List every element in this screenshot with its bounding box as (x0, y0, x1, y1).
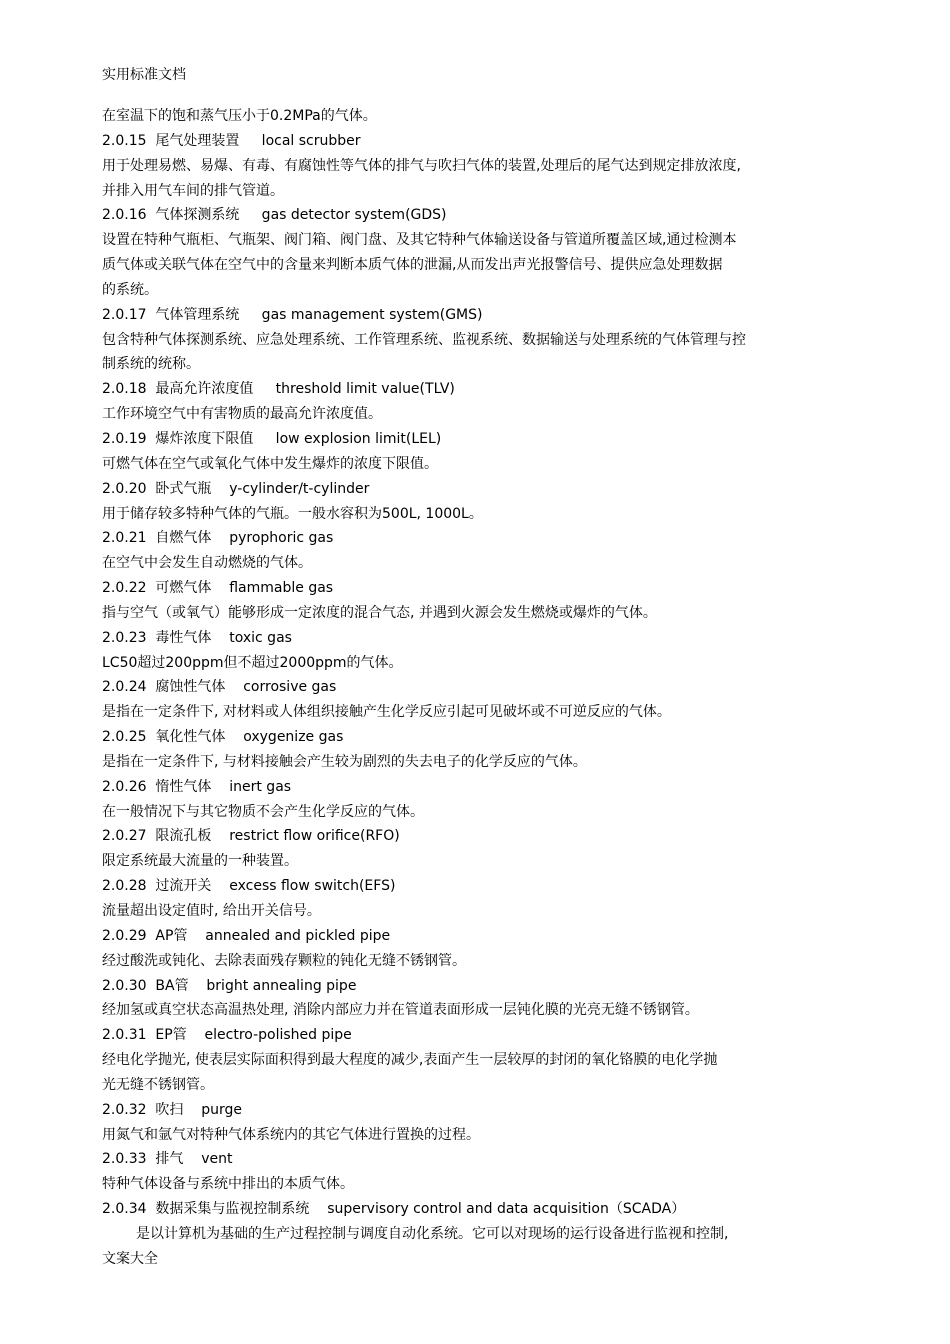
line-text: 2.0.29 AP管 annealed and pickled pipe (102, 927, 391, 944)
line-text: 流量超出设定值时, 给出开关信号。 (102, 903, 321, 919)
definition-line (102, 1222, 850, 1247)
term-heading (102, 129, 850, 154)
line-text: 在空气中会发生自动燃烧的气体。 (102, 555, 312, 572)
line-text: 是指在一定条件下, 对材料或人体组织接触产生化学反应引起可见破坏或不可逆反应的气体。 (102, 704, 671, 721)
line-text: 并排入用气车间的排气管道。 (102, 182, 284, 199)
definition-line (102, 949, 850, 974)
definition-line (102, 998, 850, 1023)
line-text: 2.0.32 吹扫 purge (102, 1101, 242, 1118)
line-text: 在一般情况下与其它物质不会产生化学反应的气体。 (102, 803, 424, 820)
term-heading (102, 1197, 850, 1222)
definition-line (102, 750, 850, 775)
definition-line (102, 1048, 850, 1073)
term-heading (102, 1147, 850, 1172)
definition-line (102, 154, 850, 179)
line-text: 2.0.15 尾气处理装置 local scrubber (102, 132, 361, 149)
term-heading (102, 427, 850, 452)
line-text: 2.0.30 BA管 bright annealing pipe (102, 977, 357, 994)
line-text: 在室温下的饱和蒸气压小于0.2MPa的气体。 (102, 108, 377, 124)
line-text: 质气体或关联气体在空气中的含量来判断本质气体的泄漏,从而发出声光报警信号、提供应急处理数据 (102, 257, 723, 274)
term-heading (102, 477, 850, 502)
term-heading (102, 303, 850, 328)
line-text: 用于处理易燃、易爆、有毒、有腐蚀性等气体的排气与吹扫气体的装置,处理后的尾气达到规定排放浓度, (102, 157, 741, 174)
definition-line (102, 402, 850, 427)
line-text: 经加氢或真空状态高温热处理, 消除内部应力并在管道表面形成一层钝化膜的光亮无缝不锈钢管。 (102, 1002, 699, 1019)
line-text: 2.0.25 氧化性气体 oxygenize gas (102, 729, 344, 746)
line-text: 2.0.22 可燃气体 flammable gas (102, 580, 334, 597)
term-heading (102, 1023, 850, 1048)
term-heading (102, 203, 850, 228)
line-text: 2.0.26 惰性气体 inert gas (102, 778, 292, 795)
line-text: 2.0.17 气体管理系统 gas management system(GMS) (102, 306, 483, 323)
definition-line (102, 352, 850, 377)
line-text: 用氮气和氩气对特种气体系统内的其它气体进行置换的过程。 (102, 1126, 480, 1143)
line-text: 经过酸洗或钝化、去除表面残存颗粒的钝化无缝不锈钢管。 (102, 952, 466, 969)
page-footer: 文案大全 (102, 1251, 158, 1267)
line-text: 2.0.16 气体探测系统 gas detector system(GDS) (102, 207, 447, 224)
line-text: 包含特种气体探测系统、应急处理系统、工作管理系统、监视系统、数据输送与处理系统的气体管理与控 (102, 331, 746, 348)
line-text: 2.0.28 过流开关 excess flow switch(EFS) (102, 878, 396, 895)
definition-line (102, 601, 850, 626)
definition-line (102, 179, 850, 204)
term-heading (102, 824, 850, 849)
line-text: 的系统。 (102, 281, 158, 298)
line-text: 指与空气（或氧气）能够形成一定浓度的混合气态, 并遇到火源会发生燃烧或爆炸的气体。 (102, 604, 657, 621)
line-text: 是以计算机为基础的生产过程控制与调度自动化系统。它可以对现场的运行设备进行监视和控制, (136, 1225, 729, 1242)
line-text: 是指在一定条件下, 与材料接触会产生较为剧烈的失去电子的化学反应的气体。 (102, 753, 587, 770)
line-text: 光无缝不锈钢管。 (102, 1076, 214, 1093)
definition-line (102, 328, 850, 353)
term-heading (102, 974, 850, 999)
term-heading (102, 725, 850, 750)
definition-line (102, 849, 850, 874)
term-heading (102, 1098, 850, 1123)
line-text: 2.0.19 爆炸浓度下限值 low explosion limit(LEL) (102, 430, 442, 447)
term-heading (102, 924, 850, 949)
line-text: 2.0.21 自燃气体 pyrophoric gas (102, 530, 334, 547)
definition-line (102, 551, 850, 576)
definition-line (102, 452, 850, 477)
line-text: 2.0.33 排气 vent (102, 1151, 233, 1168)
page-header: 实用标准文档 (102, 67, 186, 83)
term-heading (102, 675, 850, 700)
term-heading (102, 775, 850, 800)
definition-line (102, 700, 850, 725)
line-text: 工作环境空气中有害物质的最高允许浓度值。 (102, 406, 382, 423)
line-text: LC50超过200ppm但不超过2000ppm的气体。 (102, 654, 403, 671)
line-text: 2.0.20 卧式气瓶 y-cylinder/t-cylinder (102, 480, 370, 497)
line-text: 2.0.34 数据采集与监视控制系统 supervisory control and data acquisition（SCADA） (102, 1201, 686, 1218)
term-heading (102, 526, 850, 551)
definition-line (102, 899, 850, 924)
line-text: 制系统的统称。 (102, 356, 200, 373)
definition-line (102, 104, 850, 129)
term-heading (102, 576, 850, 601)
line-text: 2.0.23 毒性气体 toxic gas (102, 629, 292, 646)
definition-line (102, 1172, 850, 1197)
definition-line (102, 1073, 850, 1098)
definition-line (102, 278, 850, 303)
line-text: 可燃气体在空气或氧化气体中发生爆炸的浓度下限值。 (102, 455, 438, 472)
line-text: 2.0.18 最高允许浓度值 threshold limit value(TLV) (102, 381, 455, 398)
definition-line (102, 228, 850, 253)
definition-line (102, 800, 850, 825)
definition-line (102, 253, 850, 278)
line-text: 设置在特种气瓶柜、气瓶架、阀门箱、阀门盘、及其它特种气体输送设备与管道所覆盖区域,通过检测本 (102, 232, 737, 249)
line-text: 特种气体设备与系统中排出的本质气体。 (102, 1176, 354, 1193)
term-heading (102, 626, 850, 651)
line-text: 限定系统最大流量的一种装置。 (102, 853, 298, 870)
line-text: 2.0.27 限流孔板 restrict flow orifice(RFO) (102, 828, 400, 845)
line-text: 经电化学抛光, 使表层实际面积得到最大程度的减少,表面产生一层较厚的封闭的氧化铬膜的电化学抛 (102, 1052, 718, 1069)
term-heading (102, 377, 850, 402)
definition-line (102, 1123, 850, 1148)
document-body (102, 104, 850, 1247)
line-text: 2.0.31 EP管 electro-polished pipe (102, 1027, 352, 1044)
definition-line (102, 651, 850, 676)
line-text: 2.0.24 腐蚀性气体 corrosive gas (102, 679, 337, 696)
line-text: 用于储存较多特种气体的气瓶。一般水容积为500L, 1000L。 (102, 505, 483, 522)
definition-line (102, 502, 850, 527)
term-heading (102, 874, 850, 899)
